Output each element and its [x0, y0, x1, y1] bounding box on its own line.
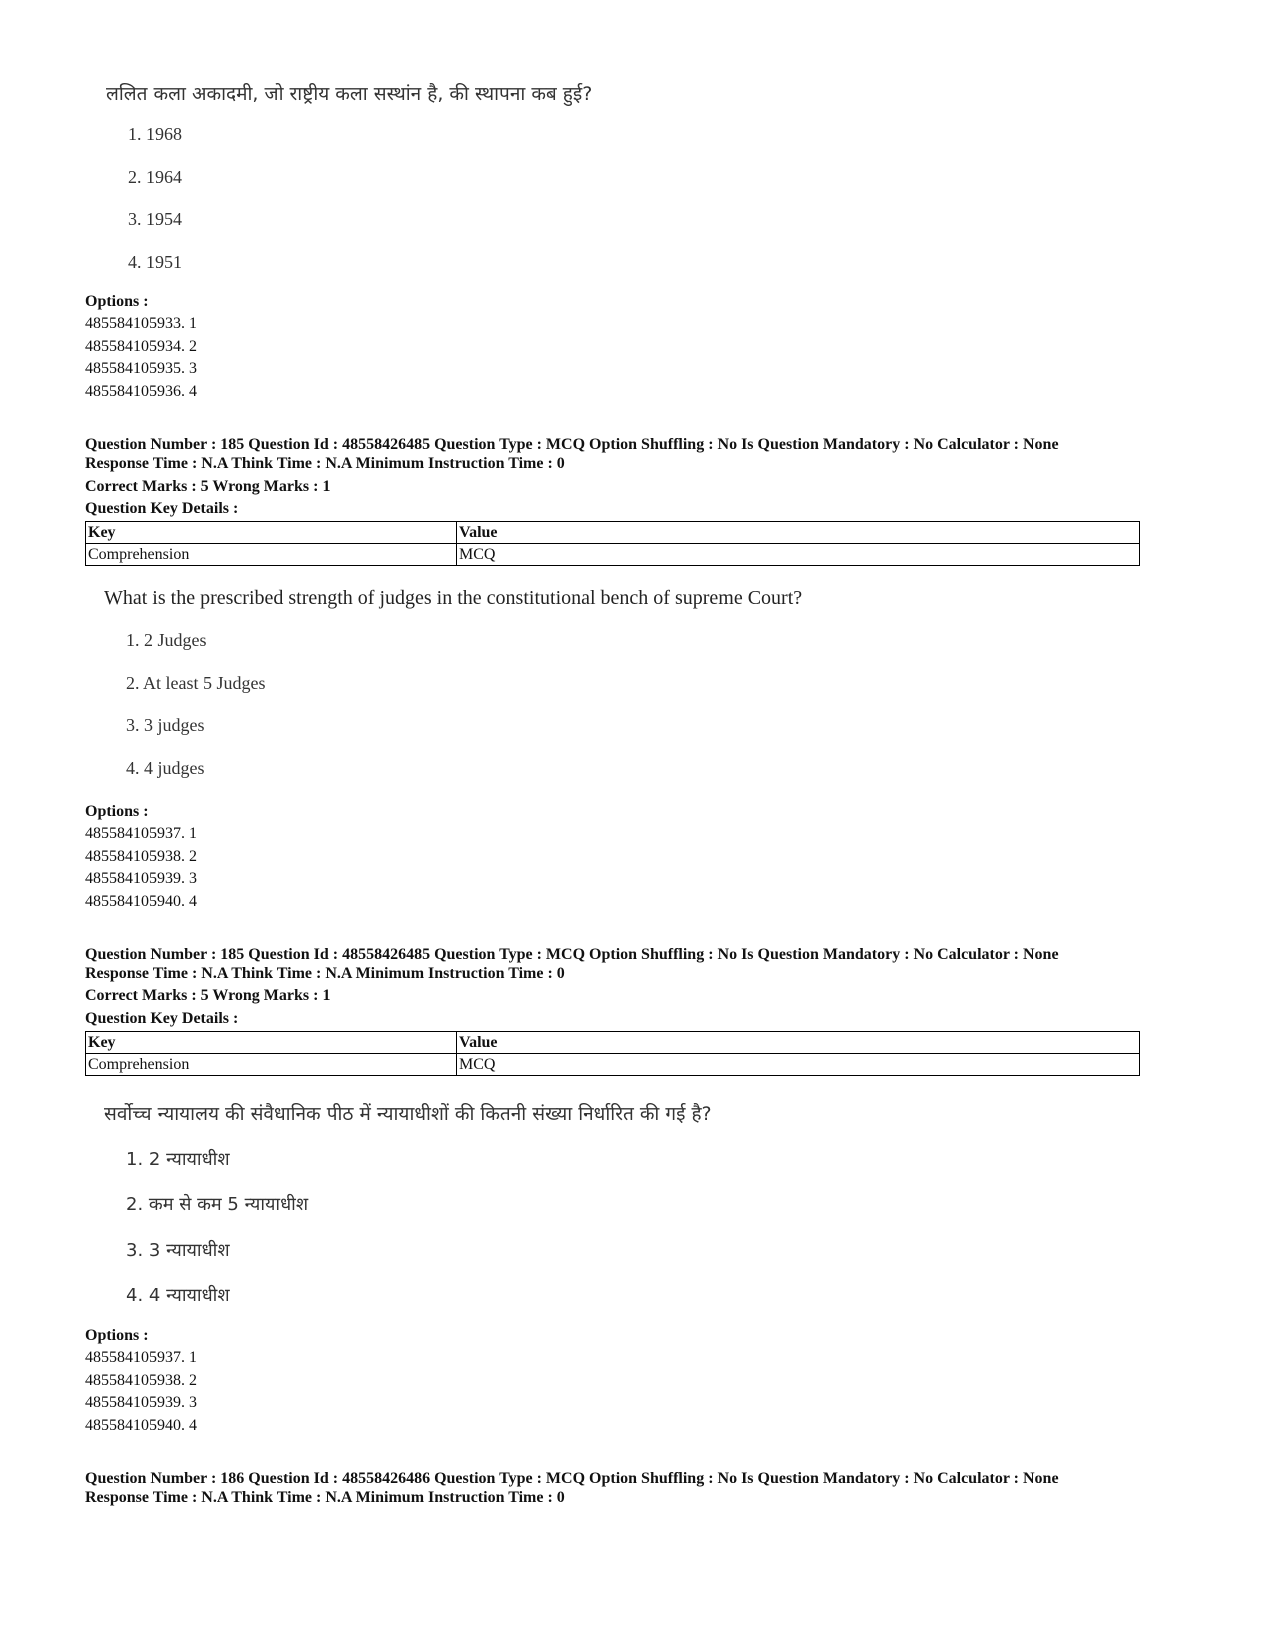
- option-id-line: 485584105939. 3: [85, 1394, 197, 1411]
- question-meta-line: Question Number : 186 Question Id : 48558426486 Question Type : MCQ Option Shuffling : No Is Question Mandatory : No Calculator : None: [85, 1470, 1059, 1487]
- table-header-row: [86, 1032, 1140, 1054]
- option-id-line: 485584105937. 1: [85, 1349, 197, 1366]
- table-row: [86, 544, 1140, 566]
- choice-4: 4. 4 judges: [126, 758, 205, 778]
- choice-1: 1. 2 Judges: [126, 630, 207, 650]
- choice-1: 1. 1968: [128, 124, 182, 144]
- table-header-key: Key: [86, 1032, 457, 1054]
- question-key-table: [85, 521, 1140, 566]
- choice-3: 3. 3 न्यायाधीश: [126, 1240, 230, 1261]
- marks-line: Correct Marks : 5 Wrong Marks : 1: [85, 478, 331, 495]
- options-label: Options :: [85, 293, 149, 310]
- table-cell-key: Comprehension: [86, 544, 457, 566]
- options-label: Options :: [85, 803, 149, 820]
- table-row: [86, 1054, 1140, 1076]
- option-id-line: 485584105935. 3: [85, 360, 197, 377]
- choice-2: 2. कम से कम 5 न्यायाधीश: [126, 1194, 309, 1215]
- question-meta-line: Question Number : 185 Question Id : 48558426485 Question Type : MCQ Option Shuffling : No Is Question Mandatory : No Calculator : None: [85, 946, 1059, 963]
- table-header-key: Key: [86, 522, 457, 544]
- table-cell-value: MCQ: [457, 544, 1140, 566]
- choice-4: 4. 4 न्यायाधीश: [126, 1285, 230, 1306]
- option-id-line: 485584105933. 1: [85, 315, 197, 332]
- choice-4: 4. 1951: [128, 252, 182, 272]
- option-id-line: 485584105938. 2: [85, 848, 197, 865]
- key-details-label: Question Key Details :: [85, 500, 239, 517]
- table-header-row: [86, 522, 1140, 544]
- question-timing-line: Response Time : N.A Think Time : N.A Minimum Instruction Time : 0: [85, 965, 565, 982]
- table-cell-value: MCQ: [457, 1054, 1140, 1076]
- choice-2: 2. 1964: [128, 167, 182, 187]
- option-id-line: 485584105937. 1: [85, 825, 197, 842]
- question-text-hindi-judges: सर्वोच्च न्यायालय की संवैधानिक पीठ में न्यायाधीशों की कितनी संख्या निर्धारित की गई है?: [104, 1103, 712, 1125]
- question-meta-line: Question Number : 185 Question Id : 48558426485 Question Type : MCQ Option Shuffling : No Is Question Mandatory : No Calculator : None: [85, 436, 1059, 453]
- table-header-value: Value: [457, 1032, 1140, 1054]
- option-id-line: 485584105938. 2: [85, 1372, 197, 1389]
- choice-2: 2. At least 5 Judges: [126, 673, 266, 693]
- question-text-english: What is the prescribed strength of judges in the constitutional bench of supreme Court?: [104, 587, 803, 609]
- option-id-line: 485584105934. 2: [85, 338, 197, 355]
- option-id-line: 485584105940. 4: [85, 893, 197, 910]
- question-timing-line: Response Time : N.A Think Time : N.A Minimum Instruction Time : 0: [85, 1489, 565, 1506]
- option-id-line: 485584105940. 4: [85, 1417, 197, 1434]
- question-text-hindi-lalit-kala: ललित कला अकादमी, जो राष्ट्रीय कला सस्थांन है, की स्थापना कब हुई?: [106, 83, 593, 105]
- option-id-line: 485584105936. 4: [85, 383, 197, 400]
- question-key-table: [85, 1031, 1140, 1076]
- choice-3: 3. 1954: [128, 209, 182, 229]
- option-id-line: 485584105939. 3: [85, 870, 197, 887]
- choice-3: 3. 3 judges: [126, 715, 205, 735]
- question-timing-line: Response Time : N.A Think Time : N.A Minimum Instruction Time : 0: [85, 455, 565, 472]
- table-header-value: Value: [457, 522, 1140, 544]
- options-label: Options :: [85, 1327, 149, 1344]
- key-details-label: Question Key Details :: [85, 1010, 239, 1027]
- marks-line: Correct Marks : 5 Wrong Marks : 1: [85, 987, 331, 1004]
- choice-1: 1. 2 न्यायाधीश: [126, 1149, 230, 1170]
- table-cell-key: Comprehension: [86, 1054, 457, 1076]
